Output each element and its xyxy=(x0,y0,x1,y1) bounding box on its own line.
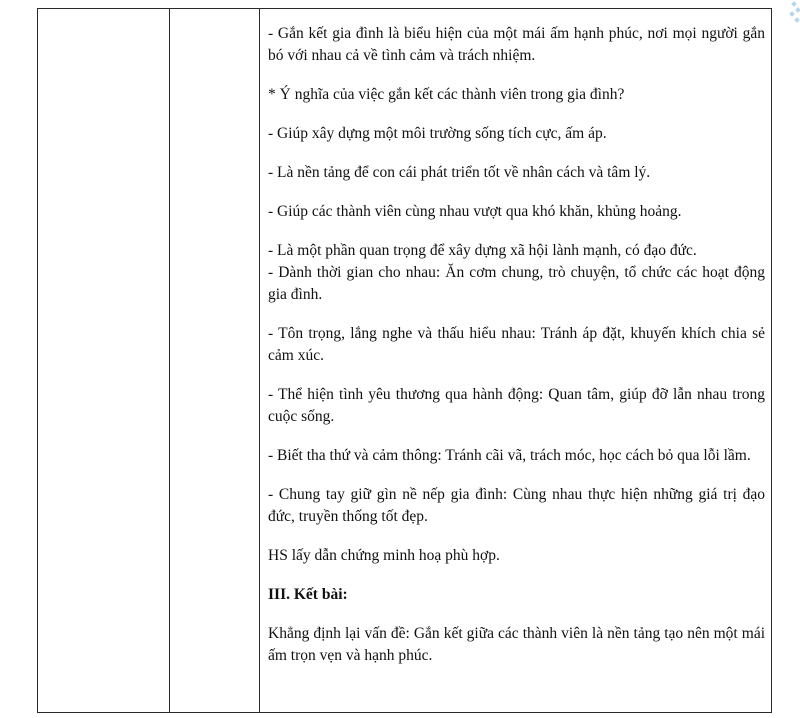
paragraph-solution-3: - Thể hiện tình yêu thương qua hành động: Quan tâm, giúp đỡ lẫn nhau trong cuộc sống. xyxy=(268,386,765,425)
paragraph-y-nghia-heading: * Ý nghĩa của việc gắn kết các thành viên trong gia đình? xyxy=(268,86,625,103)
paragraph-conclusion: Khẳng định lại vấn đề: Gắn kết giữa các thành viên là nền tảng tạo nên một mái ấm trọn vẹn và hạnh phúc. xyxy=(268,625,765,664)
section-heading-ket-bai: III. Kết bài: xyxy=(268,586,348,603)
table-column-1 xyxy=(38,9,170,712)
paragraph-evidence-note: HS lấy dẫn chứng minh hoạ phù hợp. xyxy=(268,547,500,564)
paragraph-point-4: - Là một phần quan trọng để xây dựng xã hội lành mạnh, có đạo đức. xyxy=(268,242,697,259)
paragraph-point-1: - Giúp xây dựng một môi trường sống tích cực, ấm áp. xyxy=(268,125,607,142)
table-column-content xyxy=(260,9,771,712)
paragraph-point-3: - Giúp các thành viên cùng nhau vượt qua khó khăn, khủng hoảng. xyxy=(268,203,682,220)
table-column-2 xyxy=(170,9,260,712)
corner-decoration xyxy=(778,0,800,30)
paragraph-solution-2: - Tôn trọng, lắng nghe và thấu hiểu nhau: Tránh áp đặt, khuyến khích chia sẻ cảm xúc. xyxy=(268,325,765,364)
paragraph-gan-ket-definition: - Gắn kết gia đình là biểu hiện của một mái ấm hạnh phúc, nơi mọi người gắn bó với nhau cả về tình cảm và trách nhiệm. xyxy=(268,25,765,64)
paragraph-point-2: - Là nền tảng để con cái phát triển tốt về nhân cách và tâm lý. xyxy=(268,164,651,181)
paragraph-solution-1: - Dành thời gian cho nhau: Ăn cơm chung, trò chuyện, tổ chức các hoạt động gia đình. xyxy=(268,264,765,303)
paragraph-solution-4: - Biết tha thứ và cảm thông: Tránh cãi vã, trách móc, học cách bỏ qua lỗi lầm. xyxy=(268,447,751,464)
paragraph-solution-5: - Chung tay giữ gìn nề nếp gia đình: Cùng nhau thực hiện những giá trị đạo đức, truyền thống tốt đẹp. xyxy=(268,486,765,525)
content-table xyxy=(37,8,772,713)
